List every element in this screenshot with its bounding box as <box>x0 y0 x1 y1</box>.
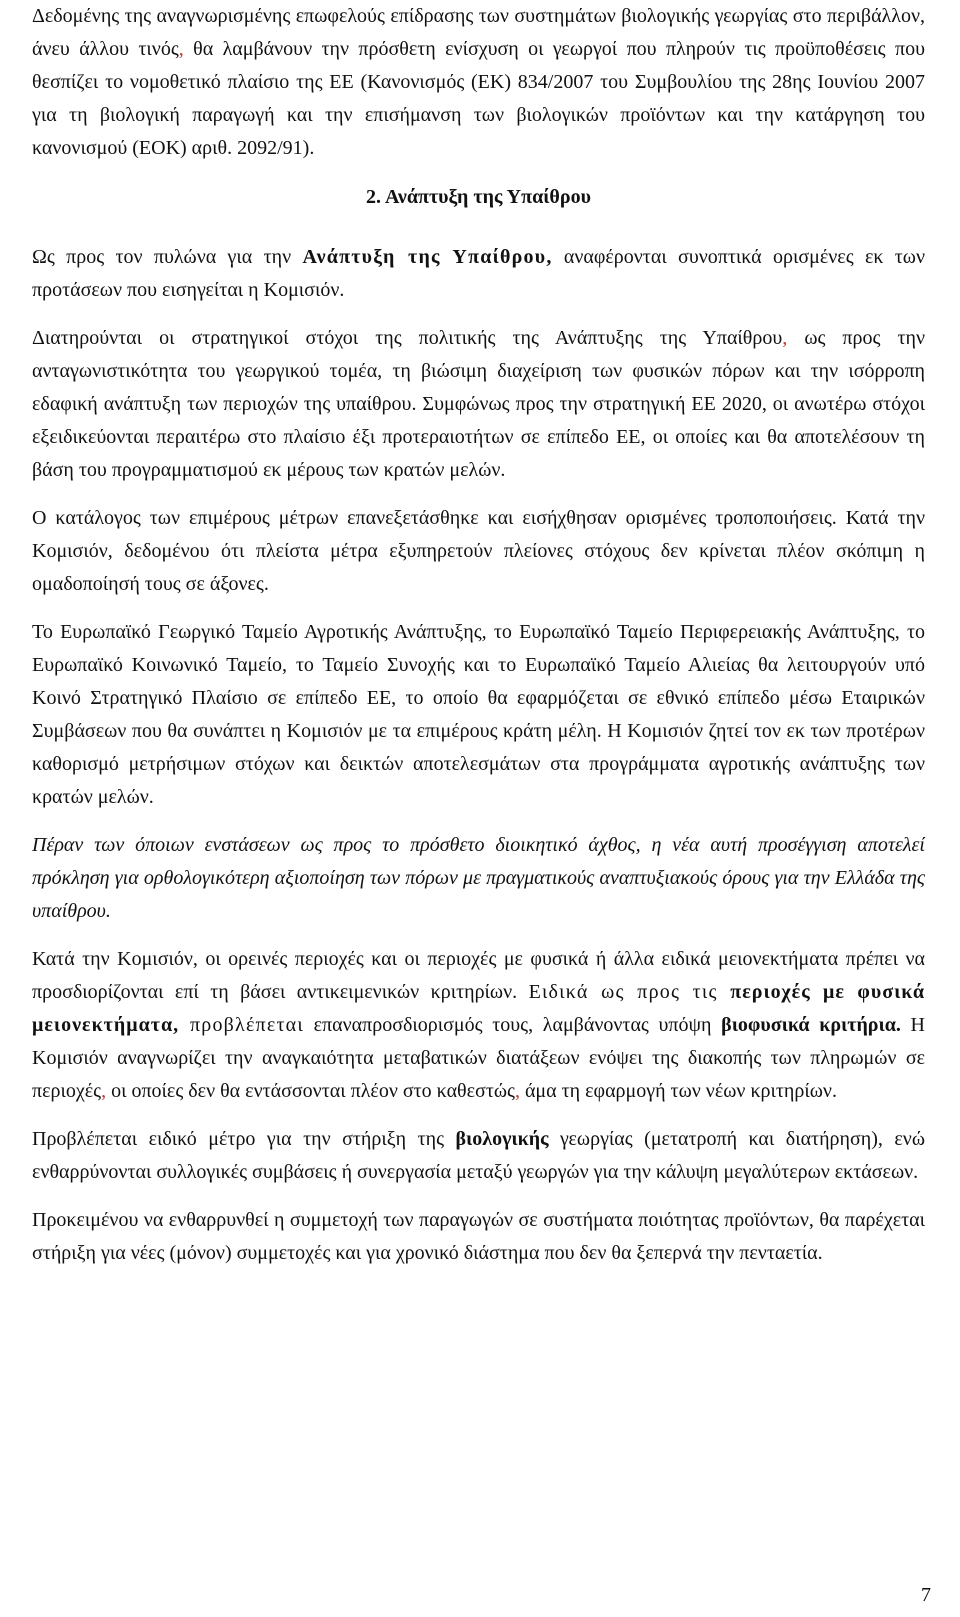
page-number: 7 <box>921 1584 931 1606</box>
text-run: Διατηρούνται οι στρατηγικοί στόχοι της πολιτικής της Ανάπτυξης της Υπαίθρου <box>32 327 783 349</box>
text-run: Ειδικά ως προς τις <box>528 981 731 1003</box>
section-heading: 2. Ανάπτυξη της Υπαίθρου <box>366 186 591 208</box>
paragraph-italic-remark: Πέραν των όποιων ενστάσεων ως προς το πρόσθετο διοικητικό άχθος, η νέα αυτή προσέγγιση αποτελεί πρόκληση για ορθολογικότερη αξιοποίηση των πόρων με πραγματικούς αναπτυξιακούς όρους για την Ελλάδα της υπαίθρου. <box>32 834 925 922</box>
bold-text: βιολογικής <box>455 1128 549 1150</box>
paragraph-strategic-goals <box>32 322 925 487</box>
paragraph-organic-measure <box>32 1123 925 1189</box>
text-run: ως προς την ανταγωνιστικότητα του γεωργικού τομέα, τη βιώσιμη διαχείριση των φυσικών πόρων και την ισόρροπη εδαφική ανάπτυξη των περιοχών της υπαίθρου. Συμφώνως προς την στρατηγική ΕΕ 2020, οι ανωτέρω στόχοι εξειδικεύονται περαιτέρω στο πλαίσιο έξι προτεραιοτήτων σε επίπεδο ΕΕ, οι οποίες και θα αποτελέσουν τη βάση του προγραμματισμού εκ μέρους των κρατών μελών. <box>32 327 926 481</box>
text-run: Ως προς τον πυλώνα για την <box>32 246 303 268</box>
body-text <box>32 0 925 1270</box>
text-run: άμα τη εφαρμογή των νέων κριτηρίων. <box>519 1080 837 1102</box>
text-run: Προβλέπεται ειδικό μέτρο για την στήριξη της <box>32 1128 456 1150</box>
red-comma: , <box>782 327 788 349</box>
red-comma: , <box>101 1080 107 1102</box>
paragraph-rural-pillar <box>32 241 925 307</box>
red-comma: , <box>514 1080 520 1102</box>
paragraph-european-funds: Το Ευρωπαϊκό Γεωργικό Ταμείο Αγροτικής Ανάπτυξης, το Ευρωπαϊκό Ταμείο Περιφερειακής Ανάπτυξης, το Ευρωπαϊκό Κοινωνικό Ταμείο, το Ταμείο Συνοχής και το Ευρωπαϊκό Ταμείο Αλιείας θα λειτουργούν υπό Κοινό Στρατηγικό Πλαίσιο σε επίπεδο ΕΕ, το οποίο θα εφαρμόζεται σε εθνικό επίπεδο μέσω Εταιρικών Συμβάσεων που θα συνάπτει η Κομισιόν με τα επιμέρους κράτη μέλη. Η Κομισιόν ζητεί τον εκ των προτέρων καθορισμό μετρήσιμων στόχων και δεικτών αποτελεσμάτων στα προγράμματα αγροτικής ανάπτυξης των κρατών μελών. <box>32 621 925 808</box>
bold-text: βιοφυσικά κριτήρια. <box>721 1014 901 1036</box>
text-run: γεωργίας (μετατροπή και διατήρηση), ενώ ενθαρρύνονται συλλογικές συμβάσεις ή συνεργασία μεταξύ γεωργών για την κάλυψη μεγαλύτερων εκτάσεων. <box>32 1128 925 1183</box>
bold-text: Ανάπτυξη της Υπαίθρου, <box>302 246 553 268</box>
text-run: Δεδομένης της αναγνωρισμένης επωφελούς επίδρασης των συστημάτων βιολογικής γεωργίας στο περιβάλλον, άνευ άλλου τινός <box>32 5 925 60</box>
text-run: επαναπροσδιορισμός τους, λαμβάνοντας υπόψη <box>303 1014 722 1036</box>
text-run: Η Κομισιόν αναγνωρίζει την αναγκαιότητα μεταβατικών διατάξεων ενόψει της διακοπής των πληρωμών σε περιοχές <box>32 1014 925 1102</box>
paragraph-measures-list: Ο κατάλογος των επιμέρους μέτρων επανεξετάσθηκε και εισήχθησαν ορισμένες τροποποιήσεις. Κατά την Κομισιόν, δεδομένου ότι πλείστα μέτρα εξυπηρετούν πλείονες στόχους δεν κρίνεται πλέον σκόπιμη η ομαδοποίησή τους σε άξονες. <box>32 507 925 595</box>
text-run: θα λαμβάνουν την πρόσθετη ενίσχυση οι γεωργοί που πληρούν τις προϋποθέσεις που θεσπίζει το νομοθετικό πλαίσιο της ΕΕ (Κανονισμός (ΕΚ) 834/2007 του Συμβουλίου της 28ης Ιουνίου 2007 για τη βιολογική παραγωγή και την επισήμανση των βιολογικών προϊόντων και την κατάργηση του κανονισμού (ΕΟΚ) αριθ. 2092/91). <box>32 38 925 159</box>
bold-text: περιοχές με φυσικά μειονεκτήματα, <box>32 981 925 1036</box>
text-run: προβλέπεται <box>179 1014 304 1036</box>
paragraph-organic-farming-intro <box>32 0 925 165</box>
text-run: Κατά την Κομισιόν, οι ορεινές περιοχές και οι περιοχές με φυσικά ή άλλα ειδικά μειονεκτήματα πρέπει να προσδιορίζονται επί τη βάσει αντικειμενικών κριτηρίων. <box>32 948 925 1003</box>
paragraph-quality-systems: Προκειμένου να ενθαρρυνθεί η συμμετοχή των παραγωγών σε συστήματα ποιότητας προϊόντων, θα παρέχεται στήριξη για νέες (μόνον) συμμετοχές και για χρονικό διάστημα που δεν θα ξεπερνά την πενταετία. <box>32 1209 925 1264</box>
red-comma: , <box>178 38 184 60</box>
text-run: αναφέρονται συνοπτικά ορισμένες εκ των προτάσεων που εισηγείται η Κομισιόν. <box>32 246 925 301</box>
paragraph-disadvantaged-areas <box>32 943 925 1108</box>
text-run: οι οποίες δεν θα εντάσσονται πλέον στο καθεστώς <box>106 1080 515 1102</box>
